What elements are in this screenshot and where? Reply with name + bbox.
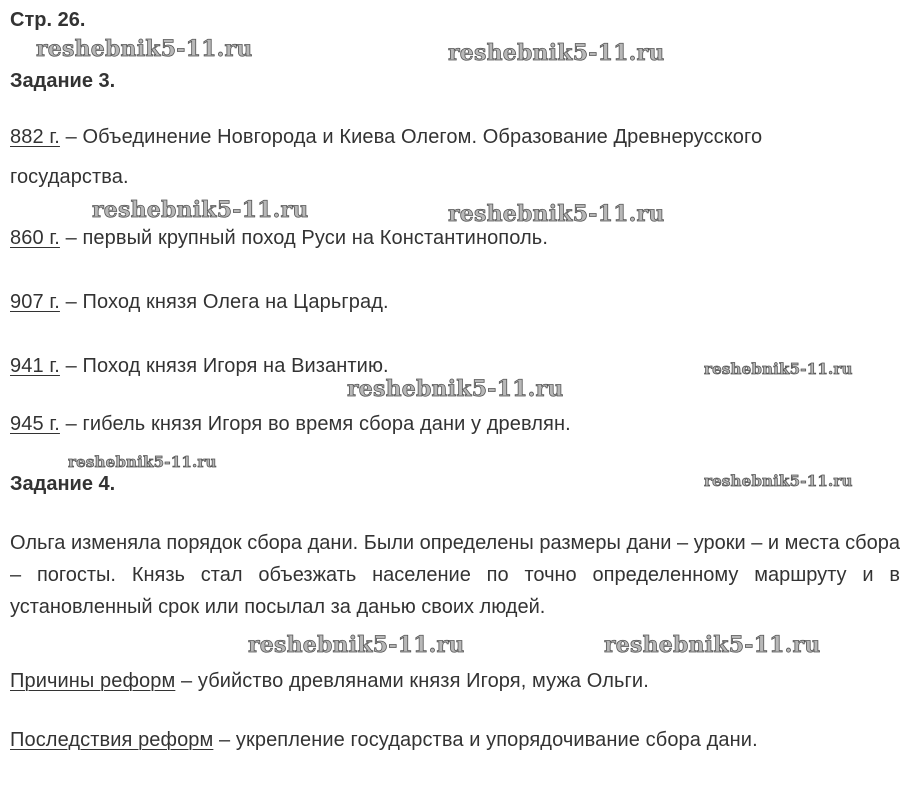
causes-line [10, 670, 649, 693]
effects-label: Последствия реформ [10, 729, 214, 751]
page-number: Стр. 26. [10, 9, 86, 31]
task-4-heading: Задание 4. [10, 473, 116, 495]
watermark: reshebnik5-11.ru [347, 376, 564, 402]
entry-941 [10, 355, 389, 378]
causes-text: – убийство древлянами князя Игоря, мужа Ольги. [175, 670, 649, 692]
date-945: 945 г. [10, 413, 60, 435]
watermark: reshebnik5-11.ru [604, 632, 821, 658]
effects-text: – укрепление государства и упорядочивание сбора дани. [213, 729, 758, 751]
watermark: reshebnik5-11.ru [36, 36, 253, 62]
watermark: reshebnik5-11.ru [448, 40, 665, 66]
watermark: reshebnik5-11.ru [248, 632, 465, 658]
date-882: 882 г. [10, 126, 60, 148]
date-907: 907 г. [10, 291, 60, 313]
entry-907-text: – Поход князя Олега на Царьград. [59, 291, 389, 313]
entry-860 [10, 227, 548, 250]
effects-line [10, 729, 758, 752]
entry-945-text: – гибель князя Игоря во время сбора дани у древлян. [59, 413, 571, 435]
watermark: reshebnik5-11.ru [68, 453, 217, 471]
entry-882 [10, 126, 762, 149]
watermark: reshebnik5-11.ru [92, 197, 309, 223]
entry-941-text: – Поход князя Игоря на Византию. [59, 355, 389, 377]
watermark: reshebnik5-11.ru [704, 360, 853, 378]
entry-945 [10, 413, 571, 436]
entry-882-continuation: государства. [10, 166, 129, 188]
date-860: 860 г. [10, 227, 60, 249]
entry-907 [10, 291, 389, 314]
date-941: 941 г. [10, 355, 60, 377]
causes-label: Причины реформ [10, 670, 176, 692]
watermark: reshebnik5-11.ru [448, 201, 665, 227]
task-4-paragraph: Ольга изменяла порядок сбора дани. Были определены размеры дани – уроки – и места сбора – погосты. Князь стал объезжать население по точно определенному маршруту и в установленный срок или посылал за данью своих людей. [10, 532, 900, 618]
entry-860-text: – первый крупный поход Руси на Константинополь. [59, 227, 548, 249]
watermark: reshebnik5-11.ru [704, 472, 853, 490]
entry-882-text: – Объединение Новгорода и Киева Олегом. Образование Древнерусского [59, 126, 763, 148]
task-3-heading: Задание 3. [10, 70, 116, 92]
